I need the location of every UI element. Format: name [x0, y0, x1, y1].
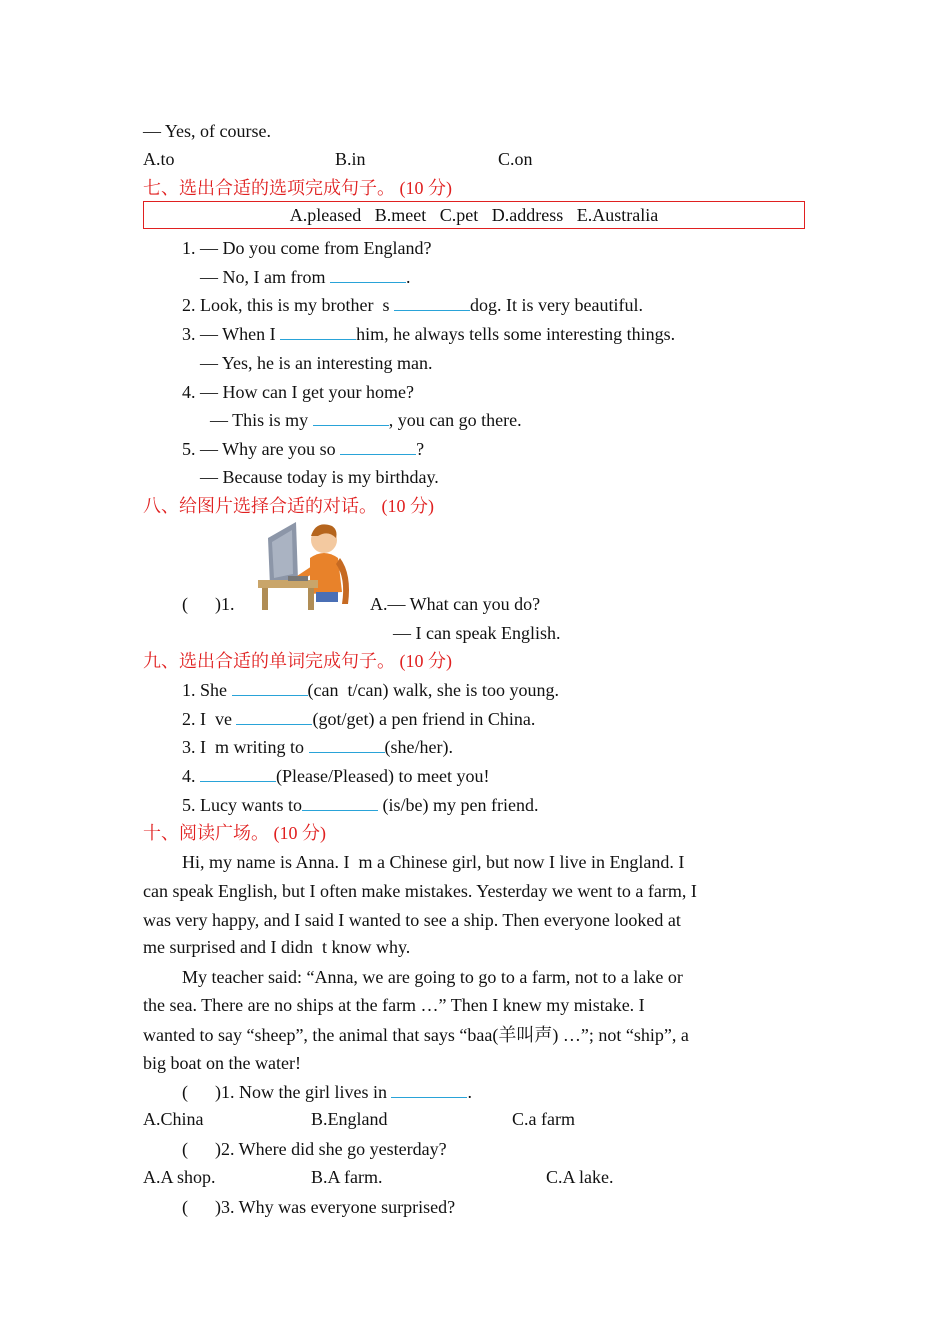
answer-blank[interactable]: [309, 736, 385, 753]
section-8-heading: 八、给图片选择合适的对话。 (10 分): [143, 496, 434, 516]
answer-blank[interactable]: [280, 323, 356, 340]
s7-q1-question: 1. — Do you come from England?: [182, 238, 432, 258]
passage-p1-line1: Hi, my name is Anna. I m a Chinese girl, but now I live in England. I: [182, 852, 685, 872]
boy-at-computer-picture: [258, 518, 354, 610]
passage-p1-line4: me surprised and I didn t know why.: [143, 937, 411, 957]
s10-q1-option-a: A.China: [143, 1109, 204, 1129]
s10-q3: ( )3. Why was everyone surprised?: [182, 1197, 456, 1217]
s8-answer-a-line2: — I can speak English.: [393, 623, 561, 643]
s10-q2: ( )2. Where did she go yesterday?: [182, 1139, 447, 1159]
s7-q2: 2. Look, this is my brother s dog. It is very beautiful.: [182, 295, 643, 315]
s9-q4: 4. (Please/Pleased) to meet you!: [182, 766, 490, 786]
passage-p2-line2: the sea. There are no ships at the farm …” Then I knew my mistake. I: [143, 995, 645, 1015]
answer-blank[interactable]: [302, 794, 378, 811]
s10-q2-option-b: B.A farm.: [311, 1167, 383, 1187]
section-7-options: A.pleased B.meet C.pet D.address E.Australia: [289, 205, 659, 225]
passage-p2-line4: big boat on the water!: [143, 1053, 301, 1073]
answer-blank[interactable]: [340, 438, 416, 455]
answer-blank[interactable]: [200, 765, 276, 782]
answer-blank[interactable]: [391, 1081, 467, 1098]
top-option-a: A.to: [143, 149, 175, 169]
section-7-options-box: [143, 201, 805, 229]
passage-p1-line3: was very happy, and I said I wanted to see a ship. Then everyone looked at: [143, 910, 681, 930]
passage-p2-line3: wanted to say “sheep”, the animal that says “baa(羊叫声) …”; not “ship”, a: [143, 1025, 689, 1045]
s10-q1-option-c: C.a farm: [512, 1109, 575, 1129]
s10-q2-option-a: A.A shop.: [143, 1167, 216, 1187]
passage-p2-line1: My teacher said: “Anna, we are going to go to a farm, not to a lake or: [182, 967, 683, 987]
s7-q4-answer: — This is my , you can go there.: [210, 410, 522, 430]
answer-blank[interactable]: [394, 294, 470, 311]
section-10-heading: 十、阅读广场。 (10 分): [143, 823, 326, 843]
s7-q4-question: 4. — How can I get your home?: [182, 382, 414, 402]
s7-q5-answer: — Because today is my birthday.: [200, 467, 439, 487]
s10-q2-option-c: C.A lake.: [546, 1167, 614, 1187]
s8-answer-a-line1: A.— What can you do?: [370, 594, 541, 614]
s8-q1-paren: ( )1.: [182, 594, 235, 614]
top-reply: — Yes, of course.: [143, 121, 271, 141]
s9-q1: 1. She (can t/can) walk, she is too young.: [182, 680, 559, 700]
s7-q3: 3. — When I him, he always tells some interesting things.: [182, 324, 676, 344]
s7-q5-question: 5. — Why are you so ?: [182, 439, 425, 459]
s10-q1-option-b: B.England: [311, 1109, 388, 1129]
section-9-heading: 九、选出合适的单词完成句子。 (10 分): [143, 651, 452, 671]
s10-q1: ( )1. Now the girl lives in .: [182, 1082, 472, 1102]
answer-blank[interactable]: [330, 266, 406, 283]
desk-top: [258, 580, 318, 588]
top-option-c: C.on: [498, 149, 533, 169]
s7-q3-answer: — Yes, he is an interesting man.: [200, 353, 433, 373]
s9-q5: 5. Lucy wants to (is/be) my pen friend.: [182, 795, 539, 815]
answer-blank[interactable]: [313, 409, 389, 426]
answer-blank[interactable]: [232, 679, 308, 696]
passage-p1-line2: can speak English, but I often make mistakes. Yesterday we went to a farm, I: [143, 881, 697, 901]
section-7-heading: 七、选出合适的选项完成句子。 (10 分): [143, 178, 452, 198]
s9-q2: 2. I ve (got/get) a pen friend in China.: [182, 709, 536, 729]
s9-q3: 3. I m writing to (she/her).: [182, 737, 453, 757]
answer-blank[interactable]: [236, 708, 312, 725]
top-option-b: B.in: [335, 149, 366, 169]
s7-q1-answer: — No, I am from .: [200, 267, 411, 287]
boy-trousers: [316, 592, 338, 602]
